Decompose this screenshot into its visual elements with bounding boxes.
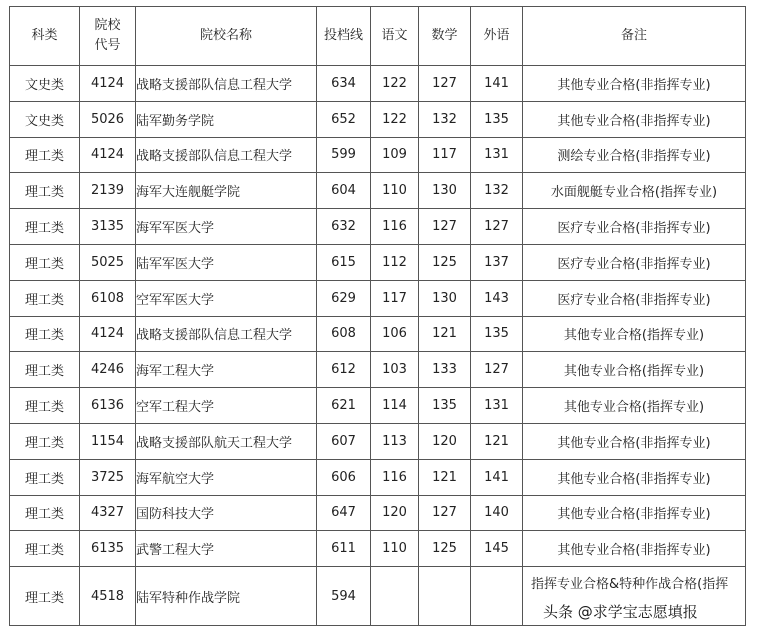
cell-school: 陆军勤务学院 (136, 101, 317, 137)
table-row (10, 423, 746, 459)
cell-foreign: 131 (471, 137, 523, 173)
cell-category: 文史类 (10, 101, 80, 137)
cell-category: 理工类 (10, 495, 80, 531)
cell-foreign: 127 (471, 209, 523, 245)
header-chinese: 语文 (371, 7, 419, 66)
cell-code: 3725 (80, 459, 136, 495)
cell-category: 文史类 (10, 66, 80, 102)
table-row (10, 531, 746, 567)
cell-math: 127 (419, 495, 471, 531)
cell-math: 135 (419, 388, 471, 424)
cell-school: 海军军医大学 (136, 209, 317, 245)
header-school-code-text (94, 16, 120, 56)
cell-foreign: 143 (471, 280, 523, 316)
cell-chinese: 103 (371, 352, 419, 388)
header-school-name: 院校名称 (136, 7, 317, 66)
cell-math: 125 (419, 244, 471, 280)
cell-math: 132 (419, 101, 471, 137)
cell-chinese: 122 (371, 101, 419, 137)
cell-category: 理工类 (10, 316, 80, 352)
cell-code: 2139 (80, 173, 136, 209)
cell-foreign: 140 (471, 495, 523, 531)
cell-category: 理工类 (10, 280, 80, 316)
cell-code: 4246 (80, 352, 136, 388)
table-row (10, 280, 746, 316)
header-school-code (80, 7, 136, 66)
cell-chinese: 116 (371, 459, 419, 495)
cell-score: 611 (317, 531, 371, 567)
cell-code: 4327 (80, 495, 136, 531)
cell-code: 6108 (80, 280, 136, 316)
cell-note: 指挥专业合格&特种作战合格(指挥 (523, 567, 746, 626)
table-row (10, 388, 746, 424)
cell-foreign: 145 (471, 531, 523, 567)
cell-foreign: 137 (471, 244, 523, 280)
cell-foreign: 132 (471, 173, 523, 209)
cell-score: 652 (317, 101, 371, 137)
table-row (10, 173, 746, 209)
cell-score: 634 (317, 66, 371, 102)
cell-category: 理工类 (10, 173, 80, 209)
cell-code: 5026 (80, 101, 136, 137)
cell-chinese: 110 (371, 173, 419, 209)
cell-math: 117 (419, 137, 471, 173)
cell-note: 其他专业合格(非指挥专业) (523, 531, 746, 567)
cell-school: 空军工程大学 (136, 388, 317, 424)
cell-math: 127 (419, 66, 471, 102)
cell-school: 海军工程大学 (136, 352, 317, 388)
cell-score: 607 (317, 423, 371, 459)
cell-note: 其他专业合格(非指挥专业) (523, 101, 746, 137)
cell-score: 612 (317, 352, 371, 388)
cell-school: 陆军特种作战学院 (136, 567, 317, 626)
cell-note: 其他专业合格(指挥专业) (523, 352, 746, 388)
cell-code: 4518 (80, 567, 136, 626)
cell-chinese: 106 (371, 316, 419, 352)
cell-category: 理工类 (10, 352, 80, 388)
header-code-line2: 代号 (94, 38, 121, 53)
table-row (10, 209, 746, 245)
table-row (10, 316, 746, 352)
table-row (10, 352, 746, 388)
cell-foreign: 135 (471, 101, 523, 137)
cell-math: 133 (419, 352, 471, 388)
header-code-line1: 院校 (94, 18, 121, 33)
cell-math: 130 (419, 173, 471, 209)
cell-school: 国防科技大学 (136, 495, 317, 531)
table-row (10, 137, 746, 173)
cell-chinese: 122 (371, 66, 419, 102)
cell-chinese: 114 (371, 388, 419, 424)
cell-category: 理工类 (10, 459, 80, 495)
header-score: 投档线 (317, 7, 371, 66)
cell-math: 130 (419, 280, 471, 316)
cell-school: 战略支援部队信息工程大学 (136, 137, 317, 173)
cell-foreign: 141 (471, 459, 523, 495)
cell-chinese: 116 (371, 209, 419, 245)
cell-school: 战略支援部队航天工程大学 (136, 423, 317, 459)
cell-math: 121 (419, 459, 471, 495)
cell-note: 医疗专业合格(非指挥专业) (523, 244, 746, 280)
header-foreign-language: 外语 (471, 7, 523, 66)
cell-chinese: 120 (371, 495, 419, 531)
cell-chinese (371, 567, 419, 626)
table-row (10, 495, 746, 531)
table-row (10, 459, 746, 495)
watermark: 头条 @求学宝志愿填报 (540, 600, 701, 623)
cell-code: 4124 (80, 66, 136, 102)
cell-score: 606 (317, 459, 371, 495)
cell-code: 5025 (80, 244, 136, 280)
cell-note: 其他专业合格(非指挥专业) (523, 66, 746, 102)
cell-school: 海军大连舰艇学院 (136, 173, 317, 209)
header-row (10, 7, 746, 66)
cell-note: 其他专业合格(指挥专业) (523, 316, 746, 352)
cell-foreign: 121 (471, 423, 523, 459)
cell-school: 空军军医大学 (136, 280, 317, 316)
cell-foreign: 135 (471, 316, 523, 352)
cell-school: 海军航空大学 (136, 459, 317, 495)
cell-foreign: 127 (471, 352, 523, 388)
table-row (10, 101, 746, 137)
cell-score: 604 (317, 173, 371, 209)
cell-category: 理工类 (10, 567, 80, 626)
cell-note: 水面舰艇专业合格(指挥专业) (523, 173, 746, 209)
cell-note: 其他专业合格(指挥专业) (523, 388, 746, 424)
cell-math (419, 567, 471, 626)
cell-code: 4124 (80, 137, 136, 173)
header-note: 备注 (523, 7, 746, 66)
cell-category: 理工类 (10, 137, 80, 173)
cell-score: 621 (317, 388, 371, 424)
table-row (10, 244, 746, 280)
cell-category: 理工类 (10, 423, 80, 459)
cell-code: 1154 (80, 423, 136, 459)
cell-category: 理工类 (10, 388, 80, 424)
cell-math: 120 (419, 423, 471, 459)
cell-score: 594 (317, 567, 371, 626)
cell-code: 6136 (80, 388, 136, 424)
table-row (10, 66, 746, 102)
cell-chinese: 109 (371, 137, 419, 173)
cell-note: 测绘专业合格(非指挥专业) (523, 137, 746, 173)
cell-score: 647 (317, 495, 371, 531)
cell-score: 599 (317, 137, 371, 173)
cell-school: 战略支援部队信息工程大学 (136, 316, 317, 352)
cell-score: 615 (317, 244, 371, 280)
cell-score: 629 (317, 280, 371, 316)
cell-chinese: 113 (371, 423, 419, 459)
cell-code: 6135 (80, 531, 136, 567)
cell-chinese: 110 (371, 531, 419, 567)
cell-math: 127 (419, 209, 471, 245)
cell-score: 608 (317, 316, 371, 352)
cell-note: 其他专业合格(非指挥专业) (523, 459, 746, 495)
cell-code: 3135 (80, 209, 136, 245)
cell-category: 理工类 (10, 209, 80, 245)
cell-note: 医疗专业合格(非指挥专业) (523, 209, 746, 245)
cell-math: 121 (419, 316, 471, 352)
cell-chinese: 117 (371, 280, 419, 316)
cell-category: 理工类 (10, 531, 80, 567)
cell-note: 其他专业合格(非指挥专业) (523, 423, 746, 459)
cell-math: 125 (419, 531, 471, 567)
header-category: 科类 (10, 7, 80, 66)
cell-score: 632 (317, 209, 371, 245)
cell-school: 陆军军医大学 (136, 244, 317, 280)
admission-score-table (9, 6, 746, 626)
cell-note: 其他专业合格(非指挥专业) (523, 495, 746, 531)
cell-school: 战略支援部队信息工程大学 (136, 66, 317, 102)
cell-foreign (471, 567, 523, 626)
cell-code: 4124 (80, 316, 136, 352)
cell-school: 武警工程大学 (136, 531, 317, 567)
cell-chinese: 112 (371, 244, 419, 280)
cell-foreign: 141 (471, 66, 523, 102)
cell-foreign: 131 (471, 388, 523, 424)
cell-note: 医疗专业合格(非指挥专业) (523, 280, 746, 316)
cell-category: 理工类 (10, 244, 80, 280)
header-math: 数学 (419, 7, 471, 66)
